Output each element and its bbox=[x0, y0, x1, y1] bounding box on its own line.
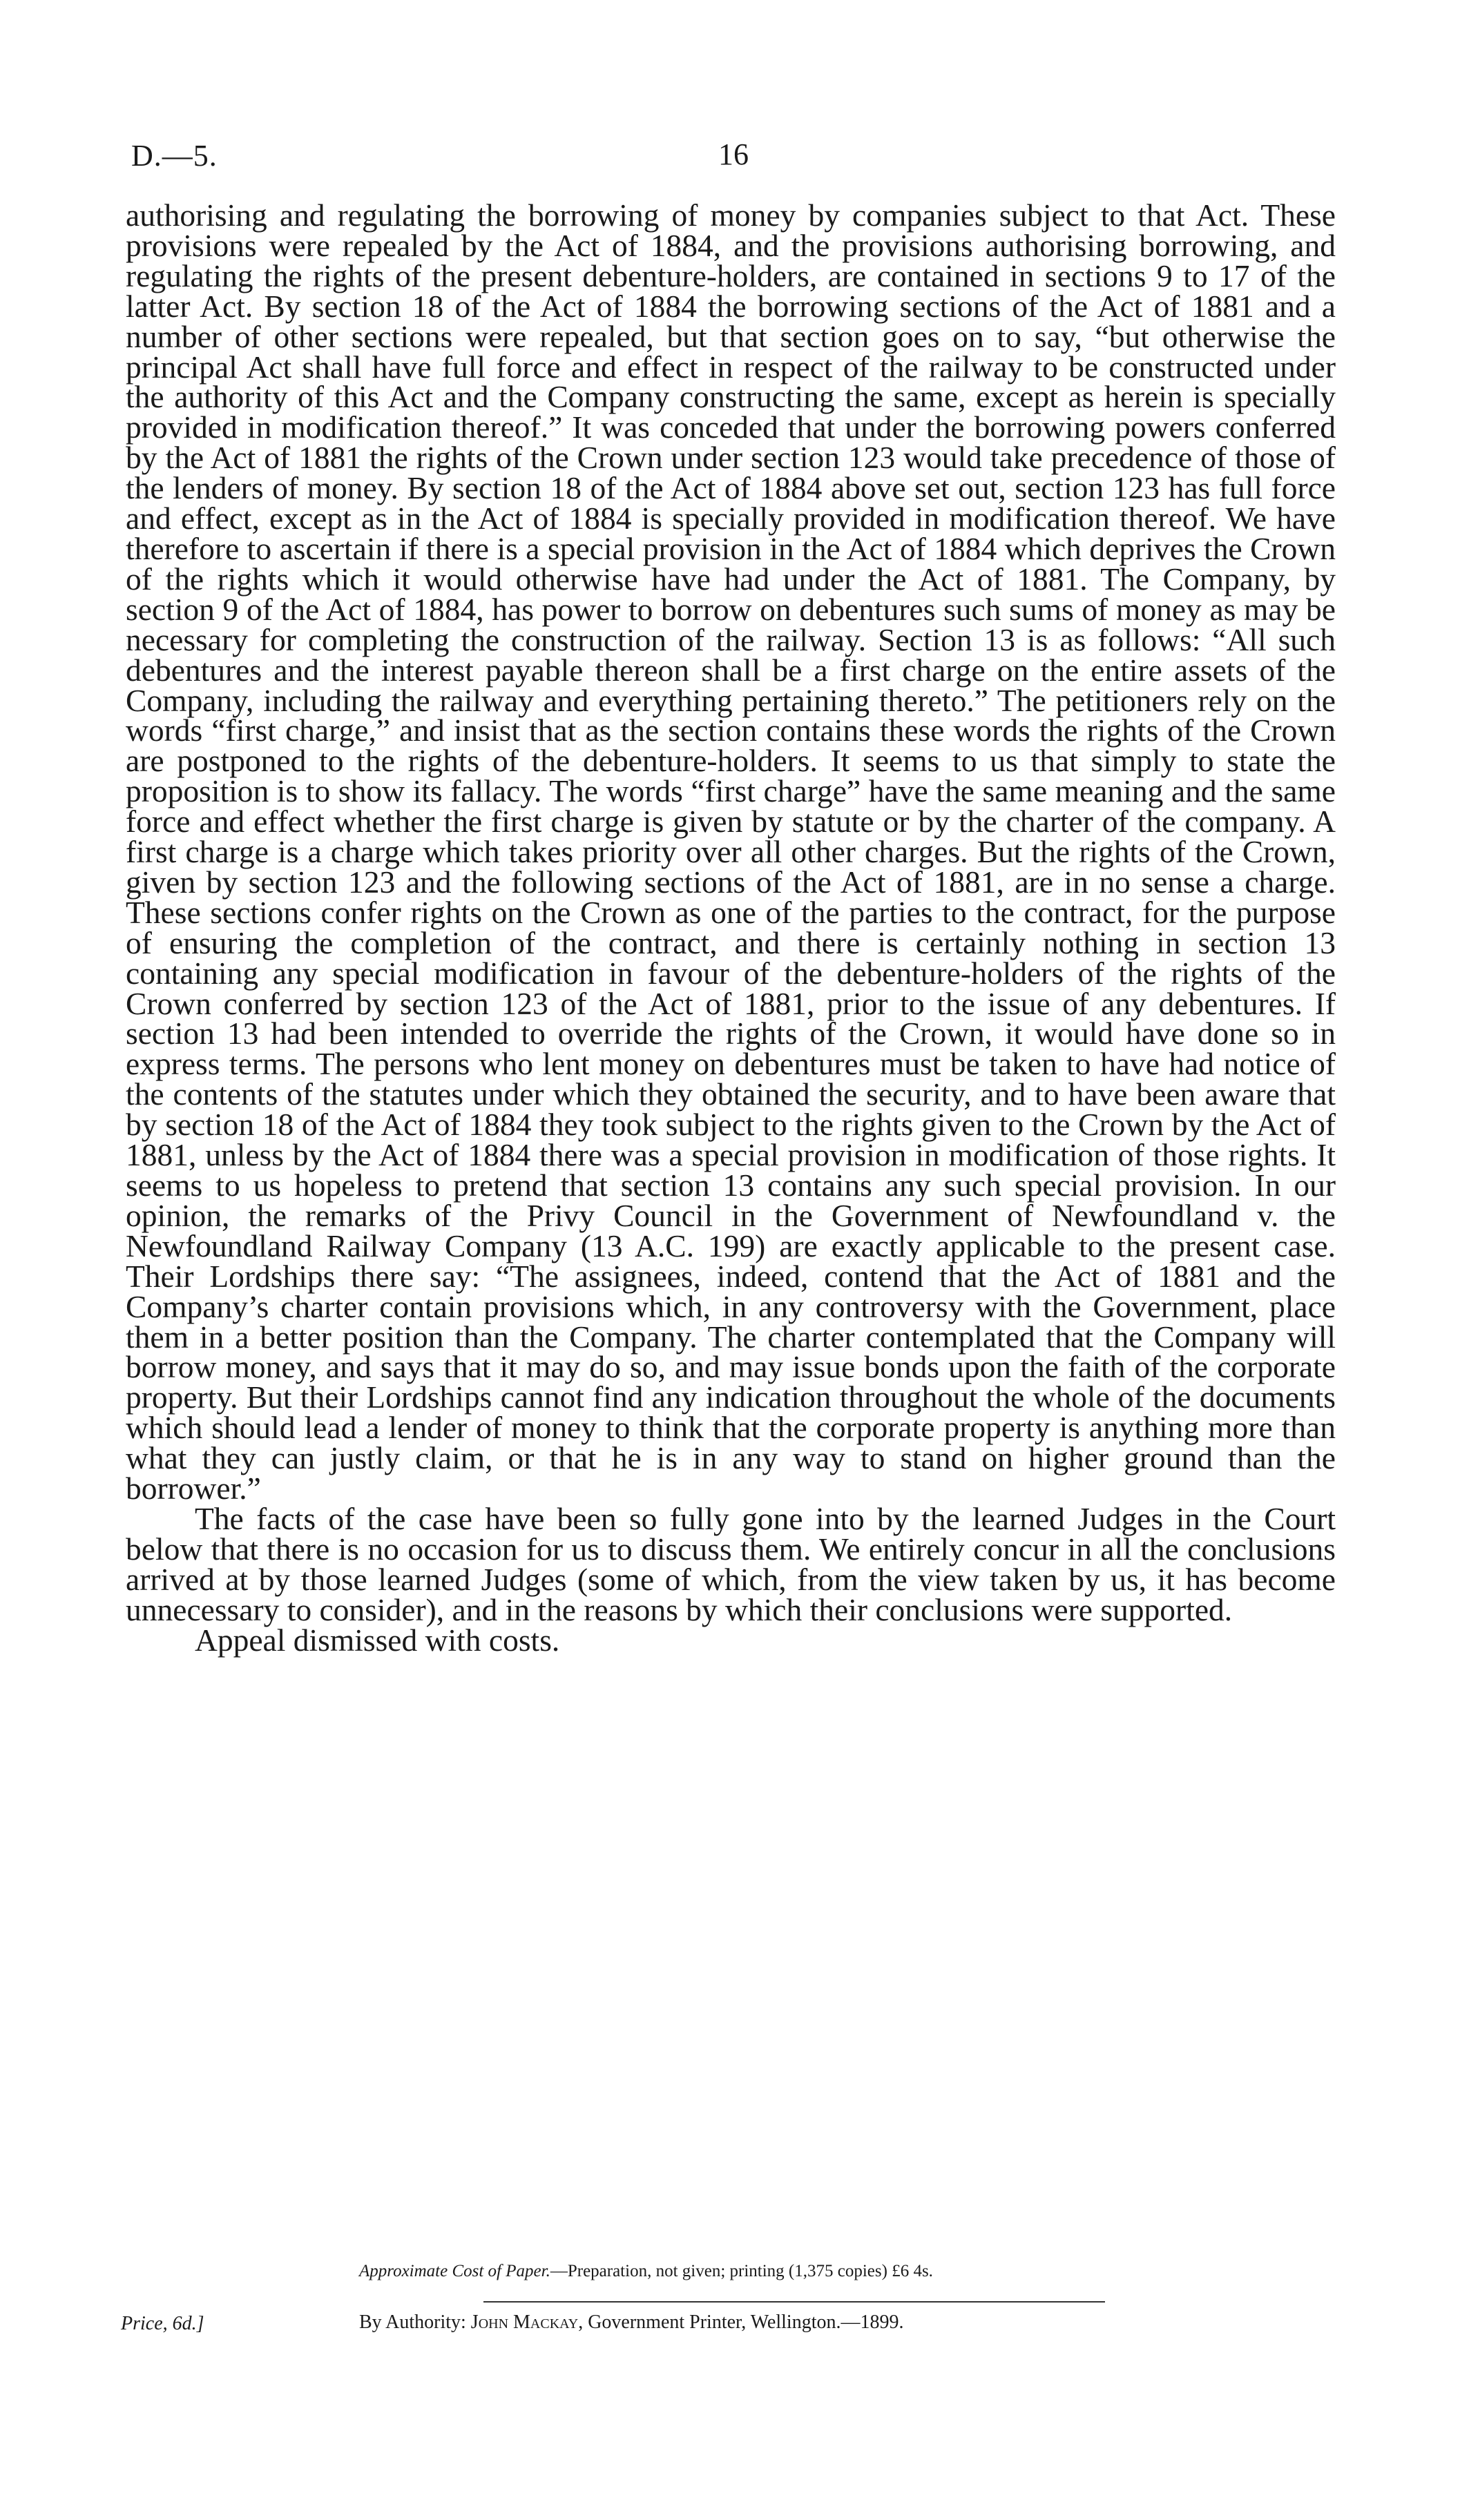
authority-suffix: , Government Printer, Wellington.—1899. bbox=[578, 2311, 904, 2333]
authority-prefix: By Authority: bbox=[359, 2311, 466, 2333]
paragraph-continuation: authorising and regulating the borrowing of money by companies subject to that Act. These provisions were repealed by the Act of 1884, and the provisions authorising borrowing, and regulating the rights of the present debenture-holders, are contained in sections 9 to 17 of the latter Act. By section 18 of the Act of 1884 the borrowing sections of the Act of 1881 and a number of other sections were repealed, but that section goes on to say, “but otherwise the principal Act shall have full force and effect in respect of the railway to be constructed under the authority of this Act and the Company constructing the same, except as herein is specially provided in modification thereof.” It was conceded that under the borrowing powers conferred by the Act of 1881 the rights of the Crown under section 123 would take precedence of those of the lenders of money. By section 18 of the Act of 1884 above set out, section 123 has full force and effect, except as in the Act of 1884 is specially provided in modification thereof. We have therefore to ascertain if there is a special provision in the Act of 1884 which deprives the Crown of the rights which it would otherwise have had under the Act of 1881. The Company, by section 9 of the Act of 1884, has power to borrow on debentures such sums of money as may be necessary for completing the construction of the railway. Section 13 is as follows: “All such debentures and the interest payable thereon shall be a first charge on the entire assets of the Company, including the railway and everything pertaining thereto.” The petitioners rely on the words “first charge,” and insist that as the section contains these words the rights of the Crown are postponed to the rights of the debenture-holders. It seems to us that simply to state the proposition is to show its fallacy. The words “first charge” have the same meaning and the same force and effect whether the first charge is given by statute or by the charter of the company. A first charge is a charge which takes priority over all other charges. But the rights of the Crown, given by section 123 and the following sections of the Act of 1881, are in no sense a charge. These sections confer rights on the Crown as one of the parties to the contract, for the purpose of ensuring the completion of the contract, and there is certainly nothing in section 13 containing any special modification in favour of the debenture-holders of the rights of the Crown conferred by section 123 of the Act of 1881, prior to the issue of any debentures. If section 13 had been intended to override the rights of the Crown, it would have done so in express terms. The persons who lent money on debentures must be taken to have had notice of the contents of the statutes under which they obtained the security, and to have been aware that by section 18 of the Act of 1884 they took subject to the rights given to the Crown by the Act of 1881, unless by the Act of 1884 there was a special provision in modification of those rights. It seems to us hopeless to pretend that section 13 contains any such special provision. In our opinion, the remarks of the Privy Council in the Government of Newfoundland v. the Newfoundland Railway Company (13 A.C. 199) are exactly applicable to the present case. Their Lordships there say: “The assignees, indeed, contend that the Act of 1881 and the Company’s charter contain provisions which, in any controversy with the Government, place them in a better position than the Company. The charter contemplated that the Company will borrow money, and says that it may do so, and may issue bonds upon the faith of the corporate property. But their Lordships cannot find any indication throughout the whole of the documents which should lead a lender of money to think that the corporate property is anything more than what they can justly claim, or that he is in any way to stand on higher ground than the borrower.” bbox=[126, 197, 1336, 1506]
cost-label: Approximate Cost of Paper. bbox=[359, 2262, 550, 2280]
paragraph-judgment: Appeal dismissed with costs. bbox=[195, 1622, 560, 1658]
price-note: Price, 6d.] bbox=[121, 2313, 204, 2334]
body-text bbox=[126, 197, 1336, 1658]
document-reference: D.—5. bbox=[131, 139, 218, 173]
footer-rule bbox=[483, 2301, 1105, 2303]
printer-name: John Mackay bbox=[470, 2311, 579, 2333]
printer-imprint bbox=[359, 2311, 903, 2334]
cost-text: —Preparation, not given; printing (1,375 copies) £6 4s. bbox=[550, 2262, 933, 2280]
paragraph-conclusion: The facts of the case have been so fully gone into by the learned Judges in the Court below that there is no occasion for us to discuss them. We entirely concur in all the conclusions arrived at by those learned Judges (some of which, from the view taken by us, it has become unnecessary to consider), and in the reasons by which their conclusions were supported. bbox=[126, 1500, 1336, 1627]
cost-of-paper-note bbox=[359, 2262, 933, 2281]
page-number: 16 bbox=[718, 137, 749, 171]
